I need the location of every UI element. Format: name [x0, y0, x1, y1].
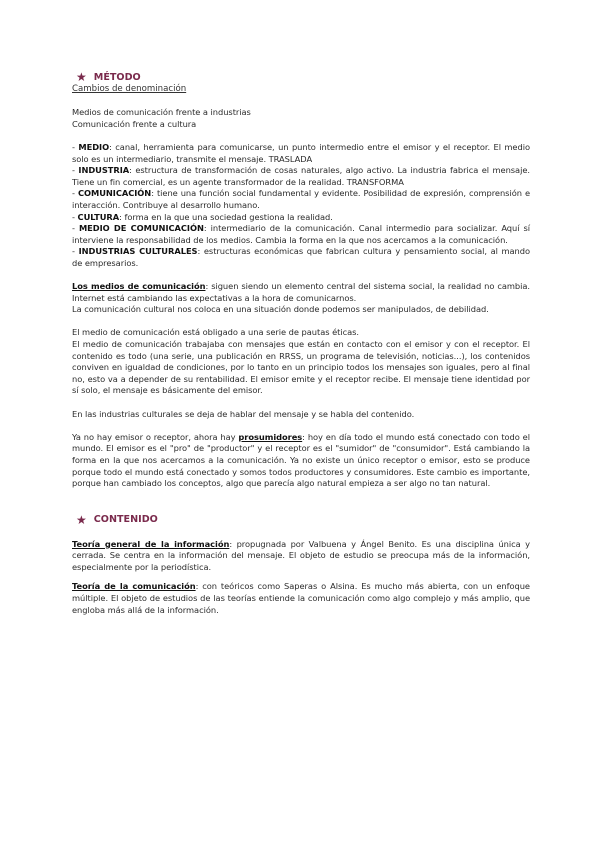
- star-icon: ★: [76, 70, 87, 84]
- contenido-heading-text: CONTENIDO: [93, 514, 158, 526]
- star-icon: ★: [76, 512, 87, 527]
- intro-line-1: Medios de comunicación frente a industrias: [72, 107, 251, 118]
- etica-paragraph: El medio de comunicación trabajaba con mensajes que están en contacto con el emisor y con el receptor. El contenido es todo (una serie, una publicación en RRSS, un programa de televisión, noticias...), los contenidos conviven en igualdad de condiciones, por lo tanto en un principio todos los mensajes son iguales, pero al final no, esto va a depender de su rentabilidad. El emisor emite y el receptor recibe. El mensaje tiene identidad por sí solo, el mensaje es básicamente del emisor.: [72, 339, 530, 396]
- contenido-heading: [72, 513, 530, 527]
- etica-line: El medio de comunicación está obligado a una serie de pautas éticas.: [72, 327, 360, 338]
- medios-paragraph-2: La comunicación cultural nos coloca en una situación donde podemos ser manipulados, de debilidad.: [72, 304, 489, 315]
- definition-cultura: - CULTURA: forma en la que una sociedad gestiona la realidad.: [72, 211, 333, 222]
- definition-medio: - MEDIO: canal, herramienta para comunicarse, un punto intermedio entre el emisor y el receptor. El medio solo es un intermediario, transmite el mensaje. TRASLADA: [72, 141, 530, 164]
- document-page: [72, 70, 530, 616]
- metodo-subheading: Cambios de denominación: [72, 84, 187, 94]
- intro-line-2: Comunicación frente a cultura: [72, 118, 197, 129]
- definition-medio-de-comunicacion: - MEDIO DE COMUNICACIÓN: intermediario de la comunicación. Canal intermedio para socializar. Aquí sí interviene la responsabilidad de los medios. Cambia la forma en la que nos acercamos a la comunicación.: [72, 223, 531, 245]
- definition-industria: - INDUSTRIA: estructura de transformación de cosas naturales, algo activo. La industria fabrica el mensaje. Tiene un fin comercial, es un agente transformador de la realidad. TRANSFORMA: [72, 165, 530, 187]
- industrias-line: En las industrias culturales se deja de hablar del mensaje y se habla del contenido.: [72, 408, 415, 419]
- metodo-heading: [72, 70, 530, 84]
- definition-industrias-culturales: - INDUSTRIAS CULTURALES: estructuras económicas que fabrican cultura y pensamiento social, al mando de empresarios.: [72, 246, 530, 268]
- prosumidores-paragraph: Ya no hay emisor o receptor, ahora hay prosumidores: hoy en día todo el mundo está conectado con todo el mundo. El emisor es el "pro" de "productor" y el receptor es el "sumidor" de "consumidor". Está cambiando la forma en la que nos acercamos a la comunicación. Ya no existe un único receptor o emisor, esto se produce porque todo el mundo está conectado y somos todos productores y consumidores. Este cambio es importante, porque han cambiado los conceptos, algo que parecía algo natural empieza a ser algo no tan natural.: [72, 431, 530, 489]
- definition-comunicacion: - COMUNICACIÓN: tiene una función social fundamental y evidente. Posibilidad de expresión, comprensión e interacción. Contribuye al desarrollo humano.: [72, 188, 530, 210]
- metodo-heading-text: MÉTODO: [93, 71, 141, 83]
- medios-paragraph: Los medios de comunicación: siguen siendo un elemento central del sistema social, la realidad no cambia. Internet está cambiando las expectativas a la hora de comunicarnos.: [72, 281, 530, 303]
- teoria-informacion-paragraph: Teoría general de la información: propugnada por Valbuena y Ángel Benito. Es una disciplina única y cerrada. Se centra en la información del mensaje. El objeto de estudio se preocupa más de la información, especialmente por la periodística.: [72, 538, 530, 572]
- teoria-comunicacion-paragraph: Teoría de la comunicación: con teóricos como Saperas o Alsina. Es mucho más abierta, con un enfoque múltiple. El objeto de estudios de las teorías entiende la comunicación como algo complejo y más amplio, que engloba más allá de la información.: [72, 581, 530, 615]
